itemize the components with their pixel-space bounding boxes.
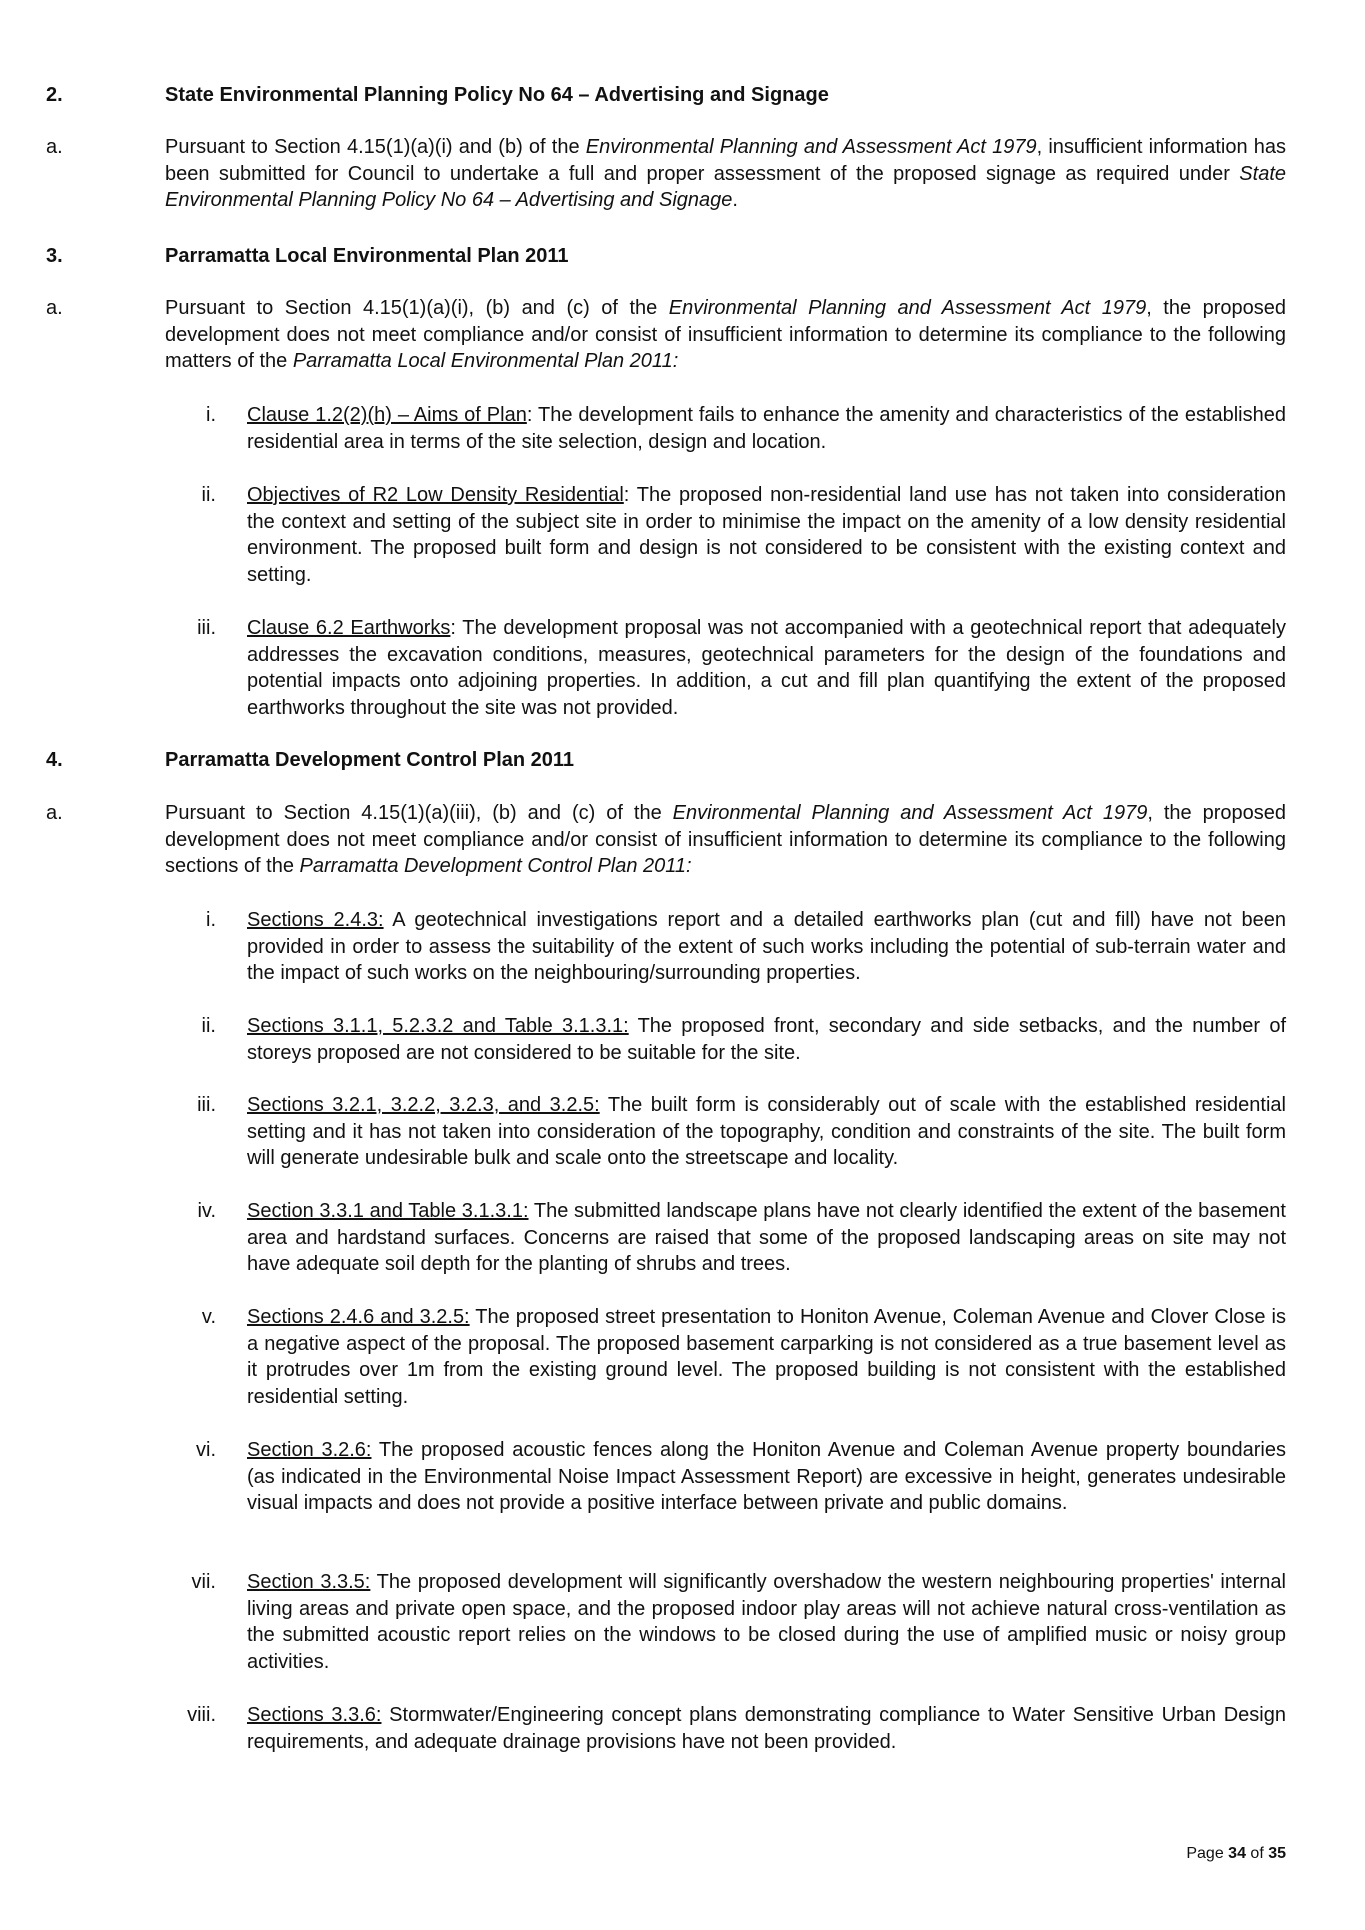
item-text: : The development proposal was not accompanied with a geotechnical report that adequately addresses the excavation conditions, measures, geotechnical parameters for the design of the foundations and potential impacts onto adjoining properties. In addition, a cut and fill plan quantifying the extent of the proposed earthworks throughout the site was not provided. (247, 617, 1286, 719)
section-title: Parramatta Development Control Plan 2011 (165, 749, 575, 771)
section-number: 2. (46, 84, 63, 106)
item-text: Stormwater/Engineering concept plans demonstrating compliance to Water Sensitive Urban Design requirements, and adequate drainage provisions have not been provided. (247, 1704, 1286, 1753)
paragraph-text: Pursuant to Section 4.15(1)(a)(i), (b) and (c) of the Environmental Planning and Assessment Act 1979, the proposed development does not meet compliance and/or consist of insufficient information to determine its compliance to the following matters of the Parramatta Local Environmental Plan 2011: (165, 297, 1286, 372)
item-reference: Sections 3.3.6: (247, 1704, 382, 1726)
item-text: : The proposed non-residential land use has not taken into consideration the context and setting of the subject site in order to minimise the impact on the amenity of a low density residential environment. The proposed built form and design is not considered to be consistent with the existing context and setting. (247, 484, 1286, 586)
item-number: iv. (197, 1200, 216, 1222)
section-number: 4. (46, 749, 63, 771)
section-number: 3. (46, 245, 63, 267)
item-text: A geotechnical investigations report and a detailed earthworks plan (cut and fill) have not been provided in order to assess the suitability of the extent of such works including the potential of sub-terrain water and the impact of such works on the neighbouring/surrounding properties. (247, 909, 1286, 984)
item-number: vii. (191, 1571, 216, 1593)
item-reference: Section 3.2.6: (247, 1439, 372, 1461)
current-page: 34 (1228, 1845, 1246, 1862)
item-text: The submitted landscape plans have not clearly identified the extent of the basement area and hardstand surfaces. Concerns are raised that some of the proposed landscaping areas on site may not have adequate soil depth for the planting of shrubs and trees. (247, 1200, 1286, 1275)
item-reference: Sections 2.4.3: (247, 909, 384, 931)
item-reference: Sections 2.4.6 and 3.2.5: (247, 1306, 470, 1328)
item-reference: Sections 3.1.1, 5.2.3.2 and Table 3.1.3.1: (247, 1015, 629, 1037)
paragraph-letter: a. (46, 297, 63, 319)
paragraph-text: Pursuant to Section 4.15(1)(a)(i) and (b) of the Environmental Planning and Assessment Act 1979, insufficient information has been submitted for Council to undertake a full and proper assessment of the proposed signage as required under State Environmental Planning Policy No 64 – Advertising and Signage. (165, 136, 1286, 211)
item-text: The built form is considerably out of scale with the established residential setting and it has not taken into consideration of the topography, condition and constraints of the site. The built form will generate undesirable bulk and scale onto the streetscape and locality. (247, 1094, 1286, 1169)
item-reference: Clause 1.2(2)(h) – Aims of Plan (247, 404, 527, 426)
item-number: viii. (187, 1704, 216, 1726)
item-reference: Objectives of R2 Low Density Residential (247, 484, 624, 506)
item-reference: Section 3.3.1 and Table 3.1.3.1: (247, 1200, 529, 1222)
item-text: The proposed front, secondary and side setbacks, and the number of storeys proposed are not considered to be suitable for the site. (247, 1015, 1286, 1064)
paragraph-letter: a. (46, 802, 63, 824)
item-number: ii. (201, 484, 216, 506)
paragraph-text: Pursuant to Section 4.15(1)(a)(iii), (b) and (c) of the Environmental Planning and Assessment Act 1979, the proposed development does not meet compliance and/or consist of insufficient information to determine its compliance to the following sections of the Parramatta Development Control Plan 2011: (165, 802, 1286, 877)
item-text: : The development fails to enhance the amenity and characteristics of the established residential area in terms of the site selection, design and location. (247, 404, 1286, 453)
item-reference: Sections 3.2.1, 3.2.2, 3.2.3, and 3.2.5: (247, 1094, 600, 1116)
item-number: ii. (201, 1015, 216, 1037)
total-pages: 35 (1268, 1845, 1286, 1862)
item-reference: Clause 6.2 Earthworks (247, 617, 451, 639)
item-reference: Section 3.3.5: (247, 1571, 371, 1593)
section-title: Parramatta Local Environmental Plan 2011 (165, 245, 569, 267)
item-text: The proposed street presentation to Honiton Avenue, Coleman Avenue and Clover Close is a negative aspect of the proposal. The proposed basement carparking is not considered as a true basement level as it protrudes over 1m from the existing ground level. The proposed building is not consistent with the established residential setting. (247, 1306, 1286, 1408)
item-text: The proposed development will significantly overshadow the western neighbouring properties' internal living areas and private open space, and the proposed indoor play areas will not achieve natural cross-ventilation as the submitted acoustic report relies on the windows to be closed during the use of amplified music or noisy group activities. (247, 1571, 1286, 1673)
item-number: v. (201, 1306, 216, 1328)
item-number: i. (206, 404, 216, 426)
paragraph-letter: a. (46, 136, 63, 158)
page-number: Page 34 of 35 (1186, 1845, 1286, 1862)
item-number: i. (206, 909, 216, 931)
section-title: State Environmental Planning Policy No 64 – Advertising and Signage (165, 84, 829, 106)
item-text: The proposed acoustic fences along the Honiton Avenue and Coleman Avenue property boundaries (as indicated in the Environmental Noise Impact Assessment Report) are excessive in height, generates undesirable visual impacts and does not provide a positive interface between private and public domains. (247, 1439, 1286, 1514)
item-number: vi. (196, 1439, 216, 1461)
item-number: iii. (197, 1094, 216, 1116)
item-number: iii. (197, 617, 216, 639)
